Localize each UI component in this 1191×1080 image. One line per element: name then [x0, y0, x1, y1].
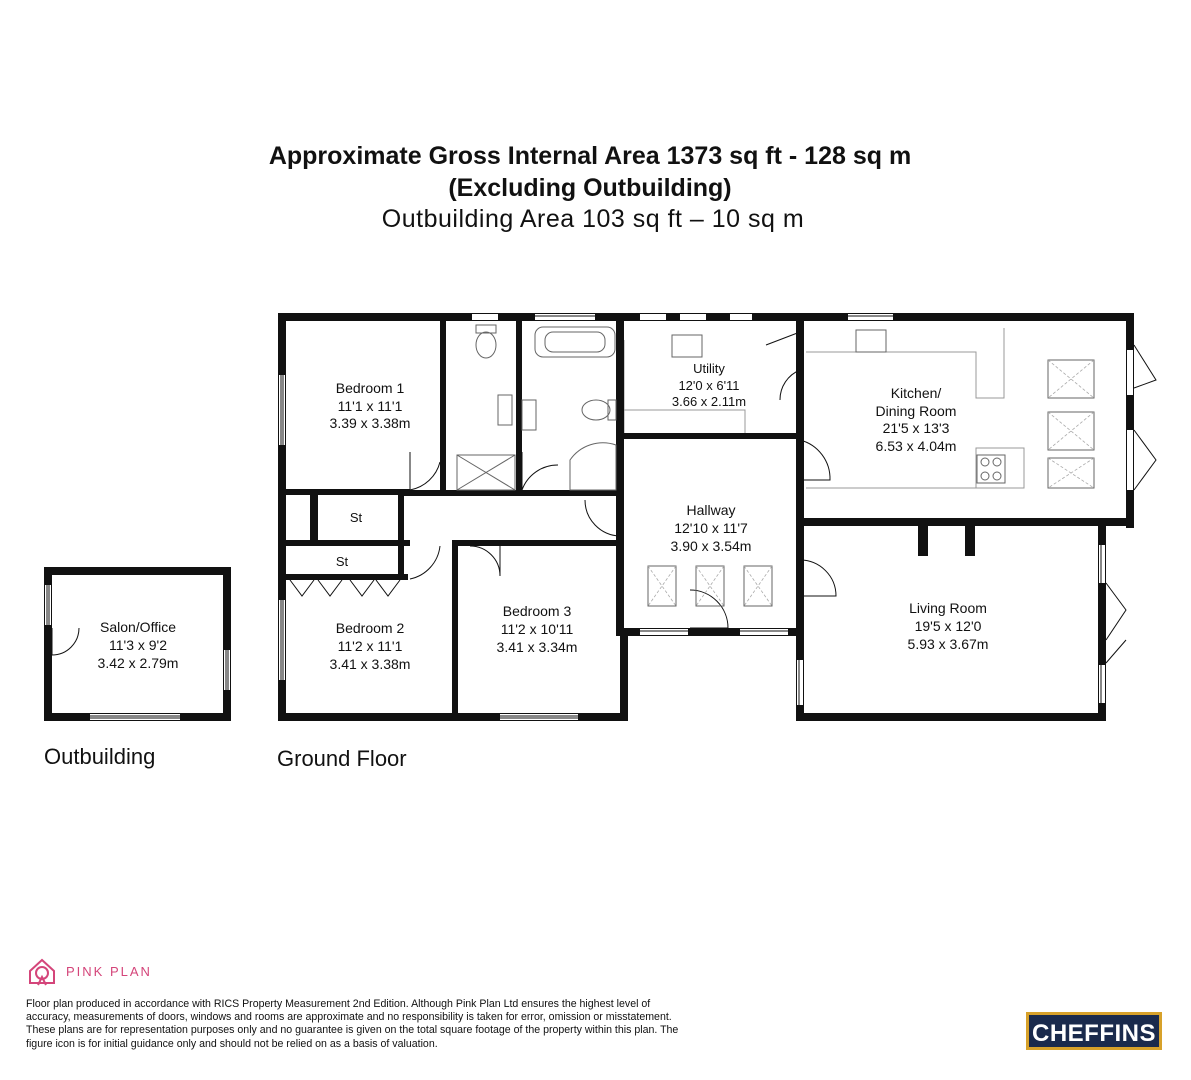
utility-imperial: 12'0 x 6'11 [678, 378, 740, 393]
bedroom1-metric: 3.39 x 3.38m [329, 415, 411, 431]
store2-name: St [335, 554, 349, 569]
hallway-name: Hallway [686, 502, 736, 518]
kitchen-name-2: Dining Room [875, 403, 957, 419]
kitchen-imperial: 21'5 x 13'3 [882, 420, 950, 436]
bedroom1-imperial: 11'1 x 11'1 [337, 398, 403, 414]
outbuilding-label: Outbuilding [44, 744, 156, 769]
bedroom2-imperial: 11'2 x 11'1 [337, 638, 403, 654]
pink-plan-logo-icon [26, 955, 58, 987]
outbuilding-area: Outbuilding Area 103 sq ft – 10 sq m [381, 205, 805, 233]
bedroom3-name: Bedroom 3 [502, 603, 572, 619]
bedroom2-name: Bedroom 2 [335, 620, 405, 636]
living-metric: 5.93 x 3.67m [907, 636, 989, 652]
disclaimer-text: Floor plan produced in accordance with RICS Property Measurement 2nd Edition. Although Pink Plan Ltd ensures the highest level of accuracy, measurements of doors, windows and rooms are approximate and no responsibility is taken for error, omission or misstatement. These plans are for representation purposes only and no guarantee is given on the total square footage of the property within this plan. The figure icon is for initial guidance only and should not be relied on as a basis of valuation. [26, 998, 679, 1050]
bedroom3-metric: 3.41 x 3.34m [496, 639, 578, 655]
bedroom3-imperial: 11'2 x 10'11 [500, 621, 574, 637]
cheffins-logo: CHEFFINS [1026, 1012, 1162, 1050]
area-subtitle: (Excluding Outbuilding) [448, 174, 732, 202]
store1-name: St [349, 510, 363, 525]
pink-plan-name: PINK PLAN [66, 963, 152, 979]
utility-metric: 3.66 x 2.11m [671, 394, 747, 409]
pink-plan-brand [26, 955, 152, 987]
bedroom1-name: Bedroom 1 [335, 380, 405, 396]
living-imperial: 19'5 x 12'0 [914, 618, 982, 634]
kitchen-name-1: Kitchen/ [890, 385, 942, 401]
salon-metric: 3.42 x 2.79m [97, 655, 179, 671]
ground-floor-label: Ground Floor [277, 746, 407, 771]
hallway-metric: 3.90 x 3.54m [670, 538, 752, 554]
hallway-imperial: 12'10 x 11'7 [674, 520, 748, 536]
bedroom2-metric: 3.41 x 3.38m [329, 656, 411, 672]
living-name: Living Room [909, 600, 987, 616]
utility-name: Utility [693, 361, 725, 376]
salon-name: Salon/Office [99, 619, 177, 635]
area-title: Approximate Gross Internal Area 1373 sq ft - 128 sq m [268, 142, 912, 170]
kitchen-metric: 6.53 x 4.04m [875, 438, 957, 454]
salon-imperial: 11'3 x 9'2 [108, 637, 168, 653]
